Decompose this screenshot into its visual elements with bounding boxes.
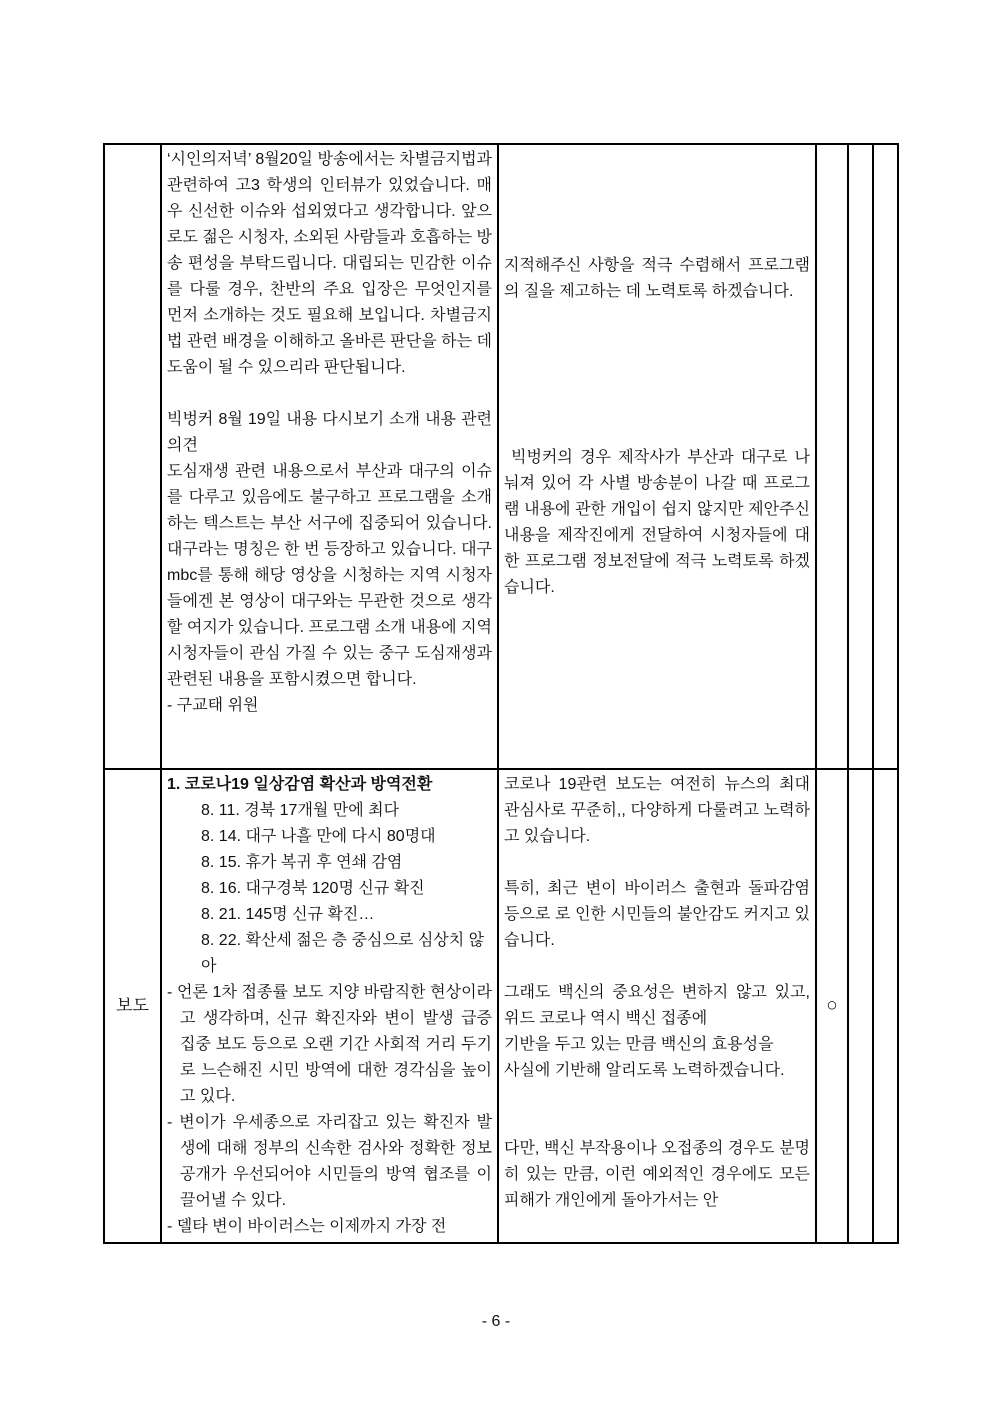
- response-paragraph: 지적해주신 사항을 적극 수렴해서 프로그램의 질을 제고하는 데 노력토록 하겠습니다.: [504, 257, 810, 300]
- response-cell: [498, 144, 816, 769]
- opinion-bullet: - 언론 1차 접종률 보도 지양 바람직한 현상이라고 생각하며, 신규 확진자와 변이 발생 급증 집중 보도 등으로 오랜 기간 사회적 거리 두기로 느슨해진 시민 방역에 대한 경각심을 높이고 있다.: [167, 984, 492, 1105]
- news-headline: 8. 11. 경북 17개월 만에 최다: [201, 802, 400, 819]
- opinion-paragraph: ‘시인의저녁’ 8월20일 방송에서는 차별금지법과 관련하여 고3 학생의 인터뷰가 있었습니다. 매우 신선한 이슈와 섭외였다고 생각합니다. 앞으로도 젊은 시청자, 소외된 사람들과 호흡하는 방송 편성을 부탁드립니다. 대립되는 민감한 이슈를 다룰 경우, 찬반의 주요 입장은 무엇인지를 먼저 소개하는 것도 필요해 보입니다. 차별금지법 관련 배경을 이해하고 올바른 판단을 하는 데 도움이 될 수 있으리라 판단됩니다.: [167, 151, 492, 376]
- page-number: - 6 -: [481, 1313, 511, 1330]
- response-cell: [498, 769, 816, 1243]
- response-paragraph: 사실에 기반해 알리도록 노력하겠습니다.: [504, 1062, 785, 1079]
- opinion-cell: [161, 769, 498, 1243]
- response-paragraph: 그래도 백신의 중요성은 변하지 않고 있고, 위드 코로나 역시 백신 접종에: [504, 984, 810, 1027]
- spacer: [504, 305, 810, 445]
- response-paragraph: 코로나 19관련 보도는 여전히 뉴스의 최대 관심사로 꾸준히,, 다양하게 다룰려고 노력하고 있습니다.: [504, 776, 810, 845]
- news-headline: 8. 22. 확산세 젊은 층 중심으로 심상치 않아: [201, 932, 485, 975]
- check-column-2-cell: [848, 144, 873, 769]
- check-column-1-cell: [816, 144, 848, 769]
- news-headline: 8. 16. 대구경북 120명 신규 확진: [201, 880, 425, 897]
- spacer: [504, 147, 810, 253]
- opinion-bullet: - 델타 변이 바이러스는 이제까지 가장 전: [167, 1218, 447, 1235]
- check-column-3-cell: [873, 769, 898, 1243]
- check-column-2-cell: [848, 769, 873, 1243]
- news-headline: 8. 14. 대구 나흘 만에 다시 80명대: [201, 828, 436, 845]
- category-label-cell: [104, 144, 161, 769]
- opinion-paragraph: 도심재생 관련 내용으로서 부산과 대구의 이슈를 다루고 있음에도 불구하고 프로그램을 소개하는 텍스트는 부산 서구에 집중되어 있습니다. 대구라는 명칭은 한 번 등장하고 있습니다. 대구mbc를 통해 해당 영상을 시청하는 지역 시청자들에겐 본 영상이 대구와는 무관한 것으로 생각할 여지가 있습니다. 프로그램 소개 내용에 지역 시청자들이 관심 가질 수 있는 중구 도심재생과 관련된 내용을 포함시켰으면 합니다.: [167, 463, 492, 688]
- response-paragraph: 빅벙커의 경우 제작사가 부산과 대구로 나눠져 있어 각 사별 방송분이 나갈 때 프로그램 내용에 관한 개입이 쉽지 않지만 제안주신 내용을 제작진에게 전달하여 시청자들에 대한 프로그램 정보전달에 적극 노력토록 하겠습니다.: [504, 449, 810, 596]
- news-headline: 8. 21. 145명 신규 확진…: [201, 906, 375, 923]
- topic-heading: 1. 코로나19 일상감염 확산과 방역전환: [167, 776, 433, 793]
- committee-member-signature: - 구교태 위원: [167, 697, 259, 714]
- response-paragraph: 다만, 백신 부작용이나 오접종의 경우도 분명히 있는 만큼, 이런 예외적인 경우에도 모든 피해가 개인에게 돌아가서는 안: [504, 1140, 810, 1209]
- review-table: [103, 143, 899, 1244]
- circle-mark-cell: ○: [816, 769, 848, 1243]
- check-column-3-cell: [873, 144, 898, 769]
- response-paragraph: 기반을 두고 있는 만큼 백신의 효용성을: [504, 1036, 774, 1053]
- opinion-cell: [161, 144, 498, 769]
- category-label-cell: 보도: [104, 769, 161, 1243]
- response-paragraph: 특히, 최근 변이 바이러스 출현과 돌파감염 등으로 로 인한 시민들의 불안감도 커지고 있습니다.: [504, 880, 810, 949]
- news-headline: 8. 15. 휴가 복귀 후 연쇄 감염: [201, 854, 403, 871]
- opinion-subtitle: 빅벙커 8월 19일 내용 다시보기 소개 내용 관련 의견: [167, 411, 492, 454]
- table-row: [104, 144, 898, 769]
- table-row: [104, 769, 898, 1243]
- opinion-bullet: - 변이가 우세종으로 자리잡고 있는 확진자 발생에 대해 정부의 신속한 검사와 정확한 정보공개가 우선되어야 시민들의 방역 협조를 이끌어낼 수 있다.: [167, 1114, 492, 1209]
